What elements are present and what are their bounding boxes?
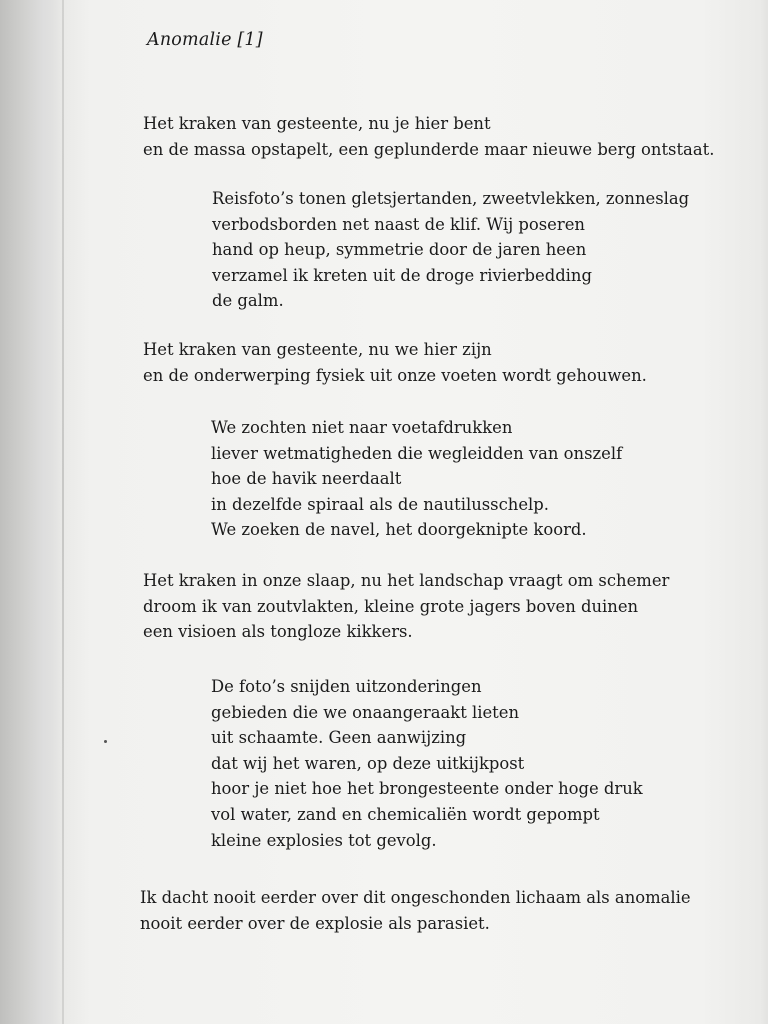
paper-speck xyxy=(104,740,107,743)
poem-line: een visioen als tongloze kikkers. xyxy=(143,622,413,642)
poem-line: Het kraken van gesteente, nu je hier bent xyxy=(143,114,491,133)
poem-line: in dezelfde spiraal als de nautilusschelp. xyxy=(211,494,549,514)
poem-line: hoor je niet hoe het brongesteente onder hoge druk xyxy=(211,779,643,799)
poem-line: droom ik van zoutvlakten, kleine grote jagers boven duinen xyxy=(143,596,639,616)
poem-line: verzamel ik kreten uit de droge rivierbedding xyxy=(212,265,592,285)
poem-line: en de onderwerping fysiek uit onze voeten wordt gehouwen. xyxy=(143,365,647,385)
stanza-1 xyxy=(143,111,714,162)
poem-line: We zoeken de navel, het doorgeknipte koord. xyxy=(211,520,587,540)
poem-line: de galm. xyxy=(212,291,284,311)
poem-line: kleine explosies tot gevolg. xyxy=(211,830,437,850)
poem-title: Anomalie [1] xyxy=(147,30,263,50)
poem-line: hoe de havik neerdaalt xyxy=(211,469,402,489)
stanza-4 xyxy=(211,415,622,543)
poem-line: Ik dacht nooit eerder over dit ongeschonden lichaam als anomalie xyxy=(140,888,691,907)
stanza-2 xyxy=(212,186,689,314)
poem-line: dat wij het waren, op deze uitkijkpost xyxy=(211,753,525,773)
poem-line: De foto’s snijden uitzonderingen xyxy=(211,677,482,696)
poem-line: hand op heup, symmetrie door de jaren heen xyxy=(212,240,587,260)
poem-line: liever wetmatigheden die wegleidden van onszelf xyxy=(211,443,623,463)
poem-line: Het kraken van gesteente, nu we hier zijn xyxy=(143,340,492,359)
poem-line: verbodsborden net naast de klif. Wij poseren xyxy=(212,214,585,234)
poem-line: Reisfoto’s tonen gletsjertanden, zweetvlekken, zonneslag xyxy=(212,189,690,208)
poem-line: gebieden die we onaangeraakt lieten xyxy=(211,702,520,722)
poem-line: Het kraken in onze slaap, nu het landschap vraagt om schemer xyxy=(143,571,670,590)
stanza-5 xyxy=(143,568,669,645)
poem-line: en de massa opstapelt, een geplunderde maar nieuwe berg ontstaat. xyxy=(143,139,715,159)
stanza-7 xyxy=(140,885,691,936)
page-gutter xyxy=(62,0,64,1024)
poem-line: uit schaamte. Geen aanwijzing xyxy=(211,728,467,748)
book-spine-shadow xyxy=(0,0,62,1024)
poem-line: nooit eerder over de explosie als parasiet. xyxy=(140,913,490,933)
stanza-3 xyxy=(143,337,647,388)
stanza-6 xyxy=(211,674,643,853)
poem-line: vol water, zand en chemicaliën wordt gepompt xyxy=(211,804,600,824)
poem-line: We zochten niet naar voetafdrukken xyxy=(211,418,513,437)
